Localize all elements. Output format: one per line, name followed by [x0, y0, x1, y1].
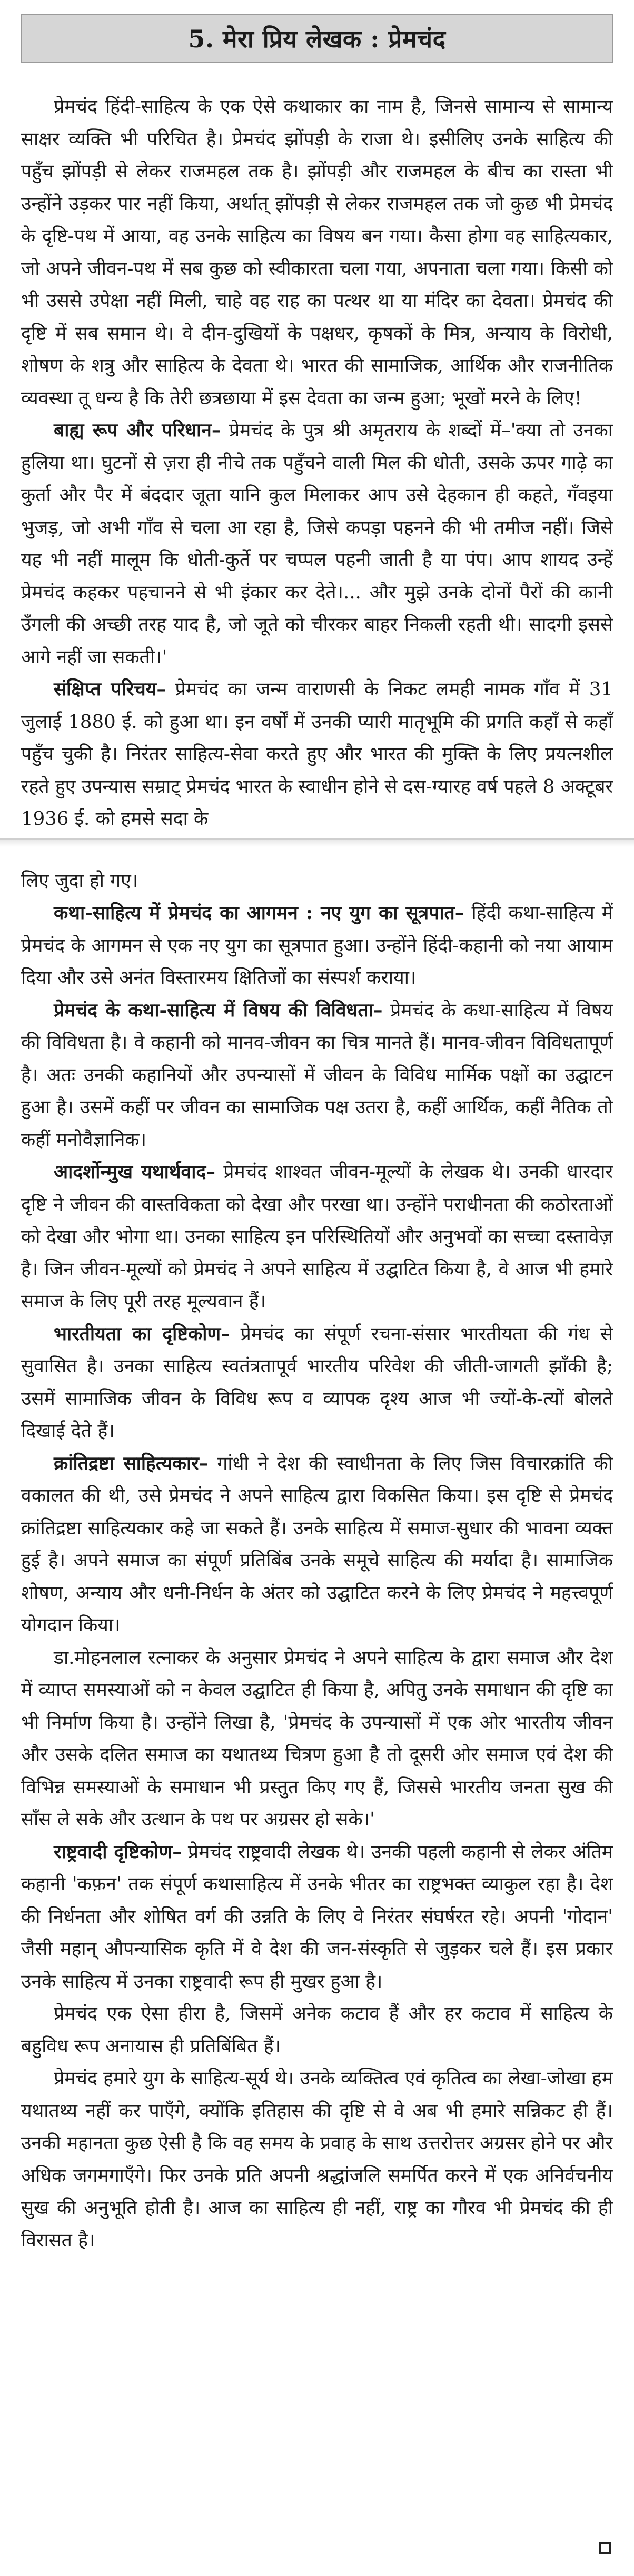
paragraph-realism	[21, 1156, 613, 1318]
paragraph-heading: संक्षिप्त परिचय–	[54, 678, 166, 700]
paragraph-heading: भारतीयता का दृष्टिकोण–	[54, 1323, 230, 1345]
paragraph-text: प्रेमचंद एक ऐसा हीरा है, जिसमें अनेक कटाव हैं और हर कटाव में साहित्य के बहुविध रूप अनायास ही प्रतिबिंबित हैं।	[21, 2003, 613, 2057]
paragraph-appearance	[21, 414, 613, 673]
paragraph-continuation	[21, 865, 613, 897]
paragraph-new-era	[21, 897, 613, 994]
paragraph-text: लिए जुदा हो गए।	[21, 870, 138, 892]
paragraph-ratnakar-quote	[21, 1642, 613, 1836]
paragraph-heading: राष्ट्रवादी दृष्टिकोण–	[54, 1841, 182, 1863]
paragraph-introduction	[21, 673, 613, 835]
paragraph-text: प्रेमचंद हमारे युग के साहित्य-सूर्य थे। उनके व्यक्तित्व एवं कृतित्व का लेखा-जोखा हम यथातथ्य नहीं कर पाएँगे, क्योंकि इतिहास की दृष्टि से वे अब भी हमारे सन्निकट ही हैं। उनकी महानता कुछ ऐसी है कि वह समय के प्रवाह के साथ उत्तरोत्तर अग्रसर होने पर और अधिक जगमगाएँगे। फिर उनके प्रति अपनी श्रद्धांजलि समर्पित करने में एक अनिर्वचनीय सुख की अनुभूति होती है। आज का साहित्य ही नहीं, राष्ट्र का गौरव भी प्रेमचंद की ही विरासत है।	[21, 2068, 613, 2251]
paragraph-nationalist	[21, 1836, 613, 1998]
paragraph-heading: बाह्य रूप और परिधान–	[54, 420, 221, 441]
paragraph-text: प्रेमचंद के कथा-साहित्य में विषय की विविधता है। वे कहानी को मानव-जीवन का चित्र मानते हैं। मानव-जीवन विविधतापूर्ण है। अतः उनकी कहानियों और उपन्यासों में जीवन के विविध मार्मिक पक्षों का उद्घाटन हुआ है। उसमें कहीं पर जीवन का सामाजिक पक्ष उतरा है, कहीं आर्थिक, कहीं नैतिक तो कहीं मनोवैज्ञानिक।	[21, 999, 613, 1151]
paragraph-heading: प्रेमचंद के कथा-साहित्य में विषय की विविधता–	[54, 999, 383, 1021]
paragraph-heading: क्रांतिद्रष्टा साहित्यकार–	[54, 1452, 209, 1474]
paragraph-text: प्रेमचंद के पुत्र श्री अमृतराय के शब्दों में–'क्या तो उनका हुलिया था। घुटनों से ज़रा ही नीचे तक पहुँचने वाली मिल की धोती, उसके ऊपर गाढ़े का कुर्ता और पैर में बंददार जूता यानि कुल मिलाकर आप उसे देहकान ही कहते, गँवइया भुजड़, जो अभी गाँव से चला आ रहा है, जिसे कपड़ा पहनने की भी तमीज नहीं। जिसे यह भी नहीं मालूम कि धोती-कुर्ते पर चप्पल पहनी जाती है या पंप। आप शायद उन्हें प्रेमचंद कहकर पहचानने से भी इंकार कर देते।... और मुझे उनके दोनों पैरों की कानी उँगली की अच्छी तरह याद है, जो जूते को चीरकर बाहर निकली रहती थी। सादगी इससे आगे नहीं जा सकती।'	[21, 420, 613, 668]
paragraph-text: प्रेमचंद का जन्म वाराणसी के निकट लमही नामक गाँव में 31 जुलाई 1880 ई. को हुआ था। इन वर्षों में उनकी प्यारी मातृभूमि की प्रगति कहाँ से कहाँ पहुँच चुकी है। निरंतर साहित्य-सेवा करते हुए और भारत की मुक्ति के लिए प्रयत्नशील रहते हुए उपन्यास सम्राट् प्रेमचंद भारत के स्वाधीन होने से दस-ग्यारह वर्ष पहले 8 अक्टूबर 1936 ई. को हमसे सदा के	[21, 678, 613, 830]
paragraph-revolutionary	[21, 1447, 613, 1642]
paragraph-variety	[21, 994, 613, 1156]
title-bar	[21, 14, 613, 63]
paragraph-text: प्रेमचंद राष्ट्रवादी लेखक थे। उनकी पहली कहानी से लेकर अंतिम कहानी 'कफ़न' तक संपूर्ण कथासाहित्य में उनके भीतर का राष्ट्रभक्त व्याकुल रहा है। देश की निर्धनता और शोषित वर्ग की उन्नति के लिए वे निरंतर संघर्षरत रहे। अपनी 'गोदान' जैसी महान् औपन्यासिक कृति में वे देश की जन-संस्कृति से जुड़कर चले हैं। इस प्रकार उनके साहित्य में उनका राष्ट्रवादी रूप ही मुखर हुआ है।	[21, 1841, 613, 1992]
paragraph-intro	[21, 91, 613, 414]
paragraph-heading: आदर्शोन्मुख यथार्थवाद–	[54, 1161, 216, 1183]
paragraph-conclusion	[21, 2062, 613, 2257]
paragraph-text: प्रेमचंद हिंदी-साहित्य के एक ऐसे कथाकार का नाम है, जिनसे सामान्य से सामान्य साक्षर व्यक्ति भी परिचित है। प्रेमचंद झोंपड़ी के राजा थे। इसीलिए उनके साहित्य की पहुँच झोंपड़ी से लेकर राजमहल तक है। झोंपड़ी और राजमहल के बीच का रास्ता भी उन्होंने उड़कर पार नहीं किया, अर्थात् झोंपड़ी से लेकर राजमहल तक जो कुछ भी प्रेमचंद के दृष्टि-पथ में आया, वह उनके साहित्य का विषय बन गया। कैसा होगा वह साहित्यकार, जो अपने जीवन-पथ में सब कुछ को स्वीकारता चला गया, अपनाता चला गया। किसी को भी उससे उपेक्षा नहीं मिली, चाहे वह राह का पत्थर था या मंदिर का देवता। प्रेमचंद की दृष्टि में सब समान थे। वे दीन-दुखियों के पक्षधर, कृषकों के मित्र, अन्याय के विरोधी, शोषण के शत्रु और साहित्य के देवता थे। भारत की सामाजिक, आर्थिक और राजनीतिक व्यवस्था तू धन्य है कि तेरी छत्रछाया में इस देवता का जन्म हुआ; भूखों मरने के लिए!	[21, 96, 613, 409]
page-fold-divider	[0, 838, 634, 847]
page-title: 5. मेरा प्रिय लेखक : प्रेमचंद	[188, 25, 446, 53]
paragraph-text: हिंदी कथा-साहित्य में प्रेमचंद के आगमन से एक नए युग का सूत्रपात हुआ। उन्होंने हिंदी-कहानी को नया आयाम दिया और उसे अनंत विस्तारमय क्षितिजों का संस्पर्श कराया।	[21, 902, 613, 989]
end-of-text-square-icon	[599, 2542, 611, 2554]
paragraph-indianness	[21, 1318, 613, 1447]
paragraph-text: गांधी ने देश की स्वाधीनता के लिए जिस विचारक्रांति की वकालत की थी, उसे प्रेमचंद ने अपने साहित्य द्वारा विकसित किया। इस दृष्टि से प्रेमचंद क्रांतिद्रष्टा साहित्यकार कहे जा सकते हैं। उनके साहित्य में समाज-सुधार की भावना व्यक्त हुई है। अपने समाज का संपूर्ण प्रतिबिंब उनके समूचे साहित्य की मर्यादा है। सामाजिक शोषण, अन्याय और धनी-निर्धन के अंतर को उद्घाटित करने के लिए प्रेमचंद ने महत्त्वपूर्ण योगदान किया।	[21, 1452, 613, 1636]
paragraph-diamond	[21, 1998, 613, 2062]
paragraph-text: प्रेमचंद शाश्वत जीवन-मूल्यों के लेखक थे। उनकी धारदार दृष्टि ने जीवन की वास्तविकता को देखा और परखा था। उन्होंने पराधीनता की कठोरताओं को देखा और भोगा था। उनका साहित्य इन परिस्थितियों और अनुभवों का सच्चा दस्तावेज़ है। जिन जीवन-मूल्यों को प्रेमचंद ने अपने साहित्य में उद्घाटित किया है, वे आज भी हमारे समाज के लिए पूरी तरह मूल्यवान हैं।	[21, 1161, 613, 1312]
paragraph-text: प्रेमचंद का संपूर्ण रचना-संसार भारतीयता की गंध से सुवासित है। उनका साहित्य स्वतंत्रतापूर्व भारतीय परिवेश की जीती-जागती झाँकी है; उसमें सामाजिक जीवन के विविध रूप व व्यापक दृश्य आज भी ज्यों-के-त्यों बोलते दिखाई देते हैं।	[21, 1323, 613, 1442]
paragraph-heading: कथा-साहित्य में प्रेमचंद का आगमन : नए युग का सूत्रपात–	[54, 902, 464, 924]
paragraph-text: डा.मोहनलाल रत्नाकर के अनुसार प्रेमचंद ने अपने साहित्य के द्वारा समाज और देश में व्याप्त समस्याओं को न केवल उद्घाटित ही किया है, अपितु उनके समाधान की दृष्टि का भी निर्माण किया है। उन्होंने लिखा है, 'प्रेमचंद के उपन्यासों में एक ओर भारतीय जीवन और उसके दलित समाज का यथातथ्य चित्रण हुआ है तो दूसरी ओर समाज एवं देश की विभिन्न समस्याओं के समाधान भी प्रस्तुत किए गए हैं, जिससे भारतीय जनता सुख की साँस ले सके और उत्थान के पथ पर अग्रसर हो सके।'	[21, 1646, 613, 1830]
